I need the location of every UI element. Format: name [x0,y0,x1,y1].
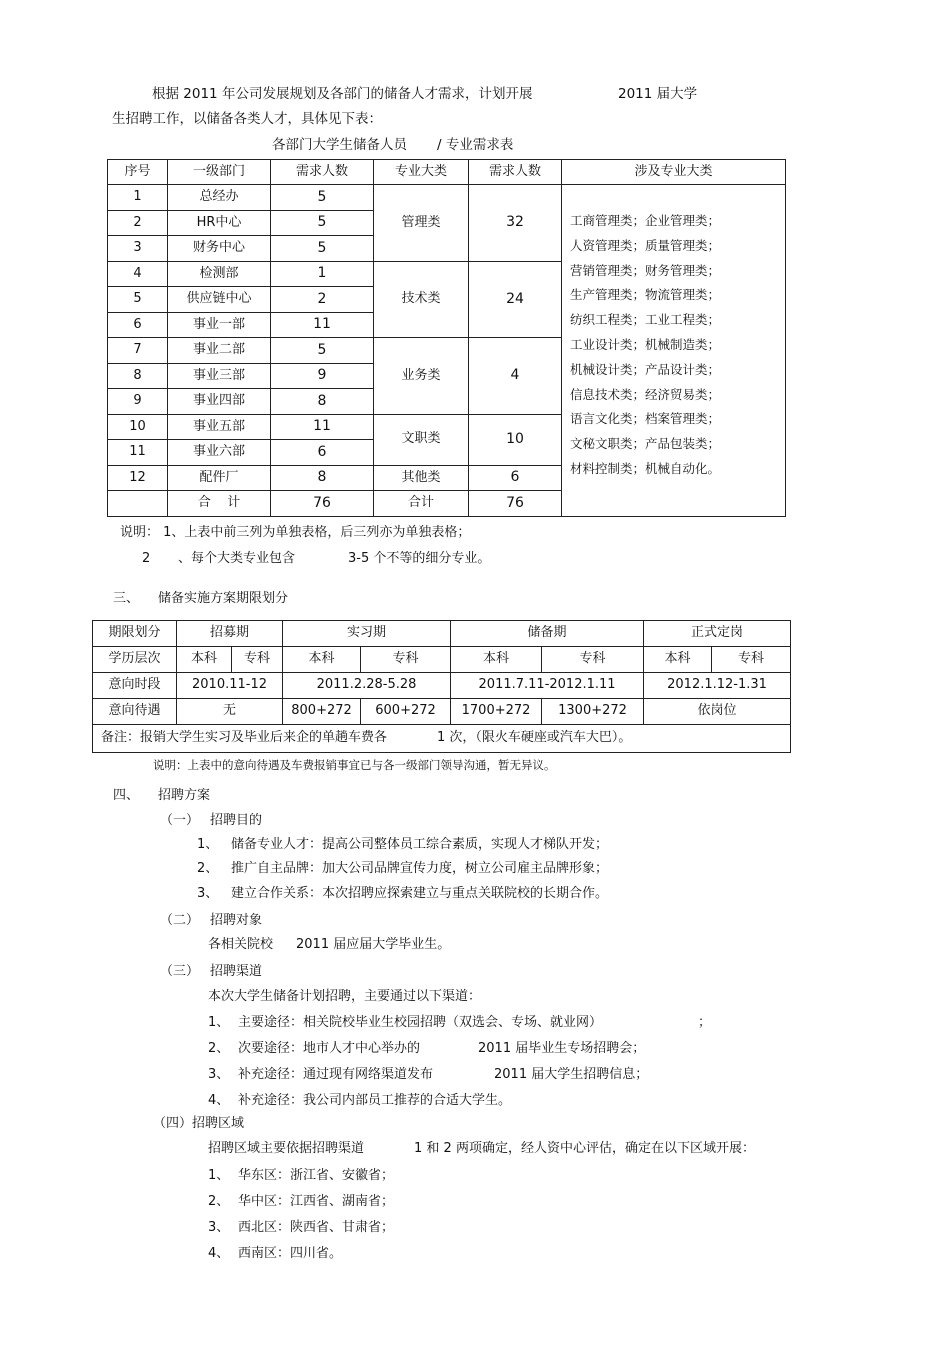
timeframe-cell: 2012.1.12-1.31 [644,673,791,699]
row-no: 6 [108,312,168,338]
period-note-row [93,725,791,753]
period-table [92,620,791,753]
table-row [108,185,786,211]
p4-item-text: 西南区：四川省。 [238,1246,343,1261]
total-right-label: 合计 [374,491,469,517]
row-count: 8 [271,389,374,415]
p4-item-num: 4、 [208,1246,230,1261]
category-count: 4 [469,338,562,415]
p4-item-num: 2、 [208,1194,230,1209]
major-line: 文秘文职类；产品包装类； [570,436,721,452]
table1-title-b: / 专业需求表 [437,137,514,153]
major-line: 材料控制类；机械自动化。 [570,460,721,476]
major-line: 生产管理类；物流管理类； [570,287,721,303]
row-dept: 检测部 [168,261,271,287]
p1-item-text: 储备专业人才：提高公司整体员工综合素质，实现人才梯队开发； [231,837,609,852]
row-count: 1 [271,261,374,287]
header-cell: 涉及专业大类 [562,160,786,185]
row-no: 9 [108,389,168,415]
row-dept: 事业五部 [168,414,271,440]
timeframe-cell: 2010.11-12 [177,673,283,699]
p4-item-num: 3、 [208,1220,230,1235]
timeframe-row [93,673,791,699]
period-note [93,725,791,753]
category-name: 文职类 [374,414,469,465]
row-no: 11 [108,440,168,466]
category-name: 其他类 [374,465,469,491]
row-dept: 事业一部 [168,312,271,338]
p2-text-a: 各相关院校 [208,937,274,952]
edu-cell: 专科 [712,647,791,673]
p3-item-a: 主要途径：相关院校毕业生校园招聘（双选会、专场、就业网） [238,1015,603,1030]
p3-intro: 本次大学生储备计划招聘，主要通过以下渠道： [208,989,482,1004]
edu-cell: 本科 [283,647,361,673]
category-name: 业务类 [374,338,469,415]
row-count: 11 [271,312,374,338]
major-line: 语言文化类；档案管理类； [570,411,721,427]
p3-heading: 招聘渠道 [210,964,263,979]
major-line: 机械设计类；产品设计类； [570,361,721,377]
p3-item-num: 1、 [208,1015,230,1030]
p3-item-num: 3、 [208,1067,230,1082]
salary-cell: 意向待遇 [93,699,177,725]
row-count: 2 [271,287,374,313]
p3-item-b: 2011 届大学生招聘信息； [494,1067,649,1082]
total-spacer [108,491,168,517]
row-dept: 财务中心 [168,236,271,262]
period-row [93,621,791,647]
major-line: 纺织工程类；工业工程类； [570,312,721,328]
edu-cell: 本科 [644,647,712,673]
major-line: 信息技术类；经济贸易类； [570,386,721,402]
salary-cell: 1300+272 [542,699,644,725]
row-count: 11 [271,414,374,440]
category-count: 32 [469,185,562,262]
intro-line-1b: 2011 届大学 [618,86,698,102]
period-header-cell: 招募期 [177,621,283,647]
p4-heading: （四）招聘区域 [153,1116,245,1131]
total-left-label: 合 计 [168,491,271,517]
edu-cell: 本科 [177,647,232,673]
timeframe-cell: 2011.7.11-2012.1.11 [451,673,644,699]
p4-intro-a: 招聘区域主要依据招聘渠道 [208,1141,365,1156]
row-no: 3 [108,236,168,262]
category-count: 6 [469,465,562,491]
row-count: 5 [271,210,374,236]
major-line: 工商管理类；企业管理类； [570,213,721,228]
demand-table [107,159,786,517]
row-no: 5 [108,287,168,313]
p3-item-a: 补充途径：我公司内部员工推荐的合适大学生。 [238,1093,512,1108]
period-header-cell: 正式定岗 [644,621,791,647]
category-count: 10 [469,414,562,465]
major-line: 工业设计类；机械制造类； [570,336,721,352]
row-count: 9 [271,363,374,389]
p1-heading-num: （一） [160,813,200,828]
period-note-a: 备注：报销大学生实习及毕业后来企的单趟车费各 [101,730,388,746]
row-dept: 配件厂 [168,465,271,491]
row-dept: 事业四部 [168,389,271,415]
p1-item-num: 3、 [197,886,219,901]
edu-cell: 专科 [542,647,644,673]
section3-title: 储备实施方案期限划分 [158,591,289,606]
note1-line2c: 3-5 个不等的细分专业。 [348,551,491,566]
row-count: 6 [271,440,374,466]
row-no: 8 [108,363,168,389]
p1-heading: 招聘目的 [210,813,263,828]
edu-cell: 学历层次 [93,647,177,673]
period-header-cell: 期限划分 [93,621,177,647]
p4-item-text: 华东区：浙江省、安徽省； [238,1168,395,1183]
p3-item-num: 4、 [208,1093,230,1108]
note1-line2a: 2 [142,551,151,566]
salary-cell: 800+272 [283,699,361,725]
header-cell: 需求人数 [271,160,374,185]
majors-cell [562,185,786,517]
row-no: 10 [108,414,168,440]
p2-heading-num: （二） [160,913,200,928]
row-count: 5 [271,338,374,364]
header-cell: 序号 [108,160,168,185]
header-cell: 一级部门 [168,160,271,185]
major-line: 人资管理类；质量管理类； [570,237,721,253]
row-no: 2 [108,210,168,236]
table1-header-row [108,160,786,185]
p4-item-text: 华中区：江西省、湖南省； [238,1194,395,1209]
edu-cell: 本科 [451,647,542,673]
p2-text-b: 2011 届应届大学毕业生。 [296,937,451,952]
note1-line2b: 、每个大类专业包含 [178,551,296,566]
major-line: 营销管理类；财务管理类； [570,262,721,278]
row-dept: 供应链中心 [168,287,271,313]
table1-title-a: 各部门大学生储备人员 [272,137,407,153]
timeframe-cell: 2011.2.28-5.28 [283,673,451,699]
p3-item-b: ； [698,1015,712,1030]
intro-line-1a: 根据 2011 年公司发展规划及各部门的储备人才需求，计划开展 [152,86,533,102]
category-count: 24 [469,261,562,338]
salary-cell: 1700+272 [451,699,542,725]
timeframe-cell: 意向时段 [93,673,177,699]
category-name: 管理类 [374,185,469,262]
salary-cell: 依岗位 [644,699,791,725]
row-no: 4 [108,261,168,287]
category-name: 技术类 [374,261,469,338]
p4-item-num: 1、 [208,1168,230,1183]
header-cell: 专业大类 [374,160,469,185]
row-no: 1 [108,185,168,211]
p1-item-text: 建立合作关系：本次招聘应探索建立与重点关联院校的长期合作。 [231,886,609,901]
salary-cell: 600+272 [361,699,451,725]
row-dept: HR中心 [168,210,271,236]
p4-item-text: 西北区：陕西省、甘肃省； [238,1220,395,1235]
p3-item-b: 2011 届毕业生专场招聘会； [478,1041,646,1056]
period-note-b: 1 次，（限火车硬座或汽车大巴）。 [437,730,632,746]
p1-item-num: 1、 [197,837,219,852]
salary-cell: 无 [177,699,283,725]
total-right: 76 [469,491,562,517]
salary-row [93,699,791,725]
p3-item-num: 2、 [208,1041,230,1056]
row-dept: 总经办 [168,185,271,211]
row-no: 7 [108,338,168,364]
row-count: 5 [271,236,374,262]
p3-item-a: 补充途径：通过现有网络渠道发布 [238,1067,434,1082]
note2: 说明：上表中的意向待遇及车费报销事宜已与各一级部门领导沟通，暂无异议。 [153,758,556,772]
section4-title: 招聘方案 [158,788,211,803]
row-count: 5 [271,185,374,211]
row-dept: 事业六部 [168,440,271,466]
p2-heading: 招聘对象 [210,913,263,928]
period-header-cell: 实习期 [283,621,451,647]
section3-number: 三、 [113,591,140,606]
edu-cell: 专科 [361,647,451,673]
row-no: 12 [108,465,168,491]
p4-intro-b: 1 和 2 两项确定，经人资中心评估，确定在以下区域开展： [414,1141,755,1156]
row-dept: 事业三部 [168,363,271,389]
header-cell: 需求人数 [469,160,562,185]
p1-item-num: 2、 [197,861,219,876]
note1-line1: 说明： 1、上表中前三列为单独表格，后三列亦为单独表格； [120,525,471,540]
education-row [93,647,791,673]
row-dept: 事业二部 [168,338,271,364]
intro-line-2: 生招聘工作，以储备各类人才，具体见下表： [112,111,382,127]
edu-cell: 专科 [232,647,283,673]
row-count: 8 [271,465,374,491]
period-header-cell: 储备期 [451,621,644,647]
total-left: 76 [271,491,374,517]
section4-number: 四、 [113,788,140,803]
p3-heading-num: （三） [160,964,200,979]
p1-item-text: 推广自主品牌：加大公司品牌宣传力度，树立公司雇主品牌形象； [231,861,609,876]
p3-item-a: 次要途径：地市人才中心举办的 [238,1041,421,1056]
